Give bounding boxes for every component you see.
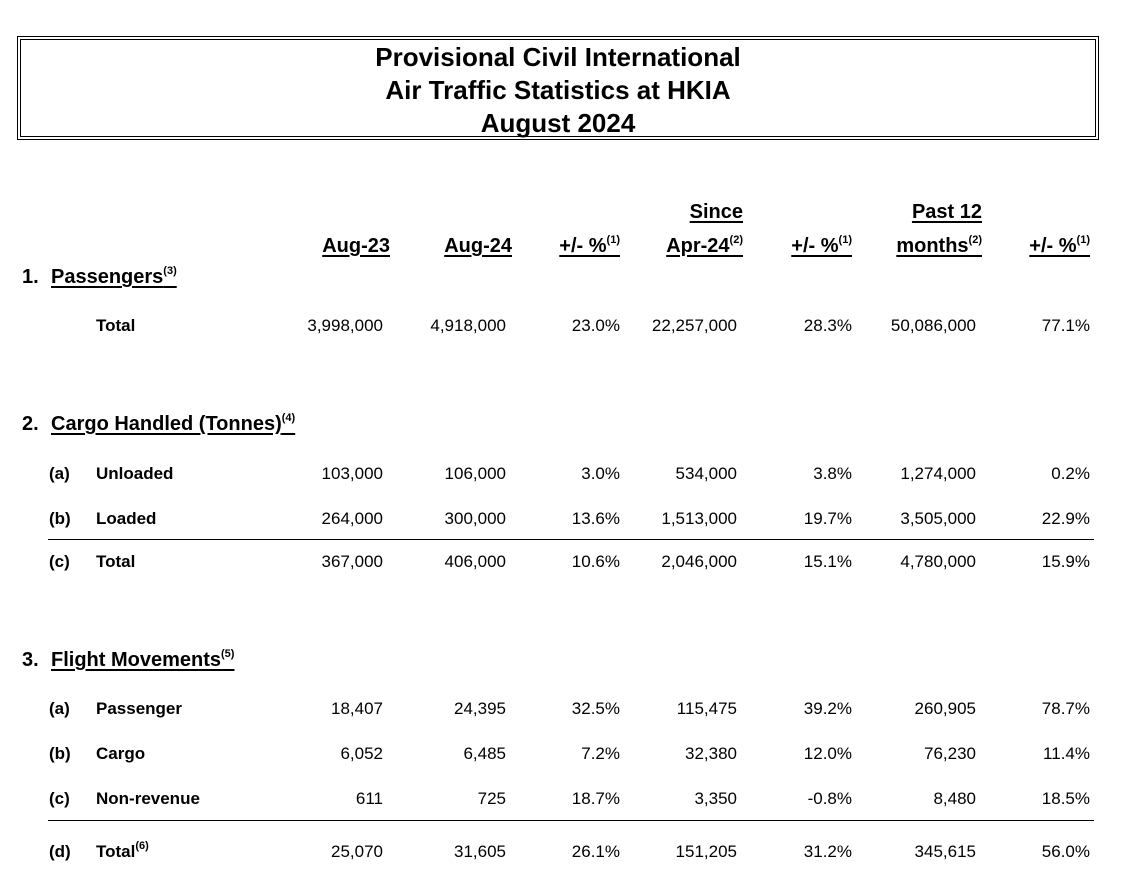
cell-pct-3: 18.5% (1041, 789, 1090, 808)
cell-aug23: 25,070 (331, 842, 383, 861)
header-past12-unit-label: months (896, 235, 969, 257)
cell-pct-1: 23.0% (571, 316, 620, 335)
cell-aug24: 106,000 (444, 464, 506, 483)
header-since-note: (2) (729, 234, 743, 247)
header-pct-3-note: (1) (1076, 234, 1090, 247)
cell-past12: 260,905 (914, 699, 976, 718)
header-pct-3-label: +/- % (1029, 235, 1077, 257)
cell-pct-3: 22.9% (1041, 509, 1090, 528)
cell-aug23: 103,000 (321, 464, 383, 483)
header-pct-2 (752, 234, 852, 258)
cell-aug24: 24,395 (454, 699, 506, 718)
row-name-label: Total (96, 842, 136, 861)
row-name: Loaded (96, 509, 157, 528)
section-heading-flights (51, 648, 234, 672)
row-label: (a) (49, 699, 70, 718)
cell-aug24: 4,918,000 (430, 316, 506, 335)
row-name: Total (96, 552, 136, 571)
row-name (96, 842, 149, 862)
row-name-note: (6) (135, 840, 149, 853)
cell-aug24: 300,000 (444, 509, 506, 528)
row-label: (d) (49, 842, 71, 861)
total-divider (48, 820, 1094, 821)
cell-past12: 8,480 (933, 789, 976, 808)
cell-pct-1: 3.0% (581, 464, 620, 483)
cell-aug23: 3,998,000 (307, 316, 383, 335)
cell-pct-3: 77.1% (1041, 316, 1090, 335)
header-past12-note: (2) (968, 234, 982, 247)
section-number-2: 2. (22, 413, 39, 435)
row-name: Cargo (96, 744, 146, 763)
cell-aug23: 264,000 (321, 509, 383, 528)
row-name: Total (96, 316, 136, 335)
section-heading-passengers-label: Passengers (51, 266, 164, 288)
cell-since: 2,046,000 (661, 552, 737, 571)
cell-since: 22,257,000 (651, 316, 737, 335)
header-pct-2-note: (1) (838, 234, 852, 247)
cell-pct-1: 18.7% (571, 789, 620, 808)
header-pct-1 (520, 234, 620, 258)
row-label: (c) (49, 789, 70, 808)
row-name: Unloaded (96, 464, 174, 483)
row-name: Non-revenue (96, 789, 200, 808)
title-line-2: Air Traffic Statistics at HKIA (385, 75, 731, 105)
cell-past12: 4,780,000 (900, 552, 976, 571)
cell-since: 32,380 (685, 744, 737, 763)
cell-pct-3: 11.4% (1043, 744, 1090, 763)
section-heading-flights-note: (5) (221, 648, 235, 661)
cell-pct-3: 15.9% (1041, 552, 1090, 571)
header-aug23: Aug-23 (322, 235, 390, 257)
header-pct-1-label: +/- % (559, 235, 607, 257)
section-heading-passengers (51, 265, 177, 289)
cell-since: 1,513,000 (661, 509, 737, 528)
cell-pct-1: 7.2% (581, 744, 620, 763)
cell-pct-2: 31.2% (803, 842, 852, 861)
header-since: Since (689, 201, 743, 223)
cell-aug23: 6,052 (340, 744, 383, 763)
cell-past12: 3,505,000 (900, 509, 976, 528)
header-pct-2-label: +/- % (791, 235, 839, 257)
section-heading-cargo-note: (4) (281, 412, 296, 425)
total-divider (48, 539, 1094, 540)
cell-pct-2: -0.8% (807, 789, 852, 808)
cell-pct-2: 3.8% (813, 464, 852, 483)
cell-since: 151,205 (675, 842, 737, 861)
cell-aug23: 367,000 (321, 552, 383, 571)
cell-since: 534,000 (675, 464, 737, 483)
row-label: (c) (49, 552, 70, 571)
section-heading-cargo (51, 412, 295, 436)
header-pct-1-note: (1) (606, 234, 620, 247)
header-since-period-label: Apr-24 (666, 235, 730, 257)
cell-pct-3: 56.0% (1041, 842, 1090, 861)
cell-aug23: 611 (355, 789, 383, 808)
row-label: (b) (49, 509, 71, 528)
cell-aug24: 725 (477, 789, 506, 808)
cell-pct-2: 12.0% (803, 744, 852, 763)
cell-pct-3: 0.2% (1051, 464, 1090, 483)
title-line-1: Provisional Civil International (375, 42, 741, 72)
cell-pct-3: 78.7% (1041, 699, 1090, 718)
section-heading-flights-label: Flight Movements (51, 649, 222, 671)
cell-aug24: 6,485 (463, 744, 506, 763)
cell-past12: 1,274,000 (900, 464, 976, 483)
header-since-period (623, 234, 743, 258)
cell-past12: 50,086,000 (890, 316, 976, 335)
cell-past12: 345,615 (914, 842, 976, 861)
cell-since: 115,475 (676, 699, 737, 718)
cell-aug23: 18,407 (331, 699, 383, 718)
title-box (17, 36, 1099, 140)
section-number-3: 3. (22, 649, 39, 671)
cell-pct-2: 28.3% (803, 316, 852, 335)
section-heading-cargo-label: Cargo Handled (Tonnes) (51, 413, 282, 435)
cell-past12: 76,230 (924, 744, 976, 763)
cell-pct-1: 26.1% (571, 842, 620, 861)
cell-pct-2: 19.7% (803, 509, 852, 528)
header-past12-unit (862, 234, 982, 258)
cell-aug24: 406,000 (444, 552, 506, 571)
cell-pct-2: 39.2% (803, 699, 852, 718)
row-label: (b) (49, 744, 71, 763)
cell-pct-2: 15.1% (803, 552, 852, 571)
cell-pct-1: 13.6% (571, 509, 620, 528)
cell-since: 3,350 (694, 789, 737, 808)
header-aug24: Aug-24 (444, 235, 512, 257)
row-label: (a) (49, 464, 70, 483)
cell-aug24: 31,605 (454, 842, 506, 861)
cell-pct-1: 10.6% (571, 552, 620, 571)
row-name: Passenger (96, 699, 182, 718)
header-pct-3 (990, 234, 1090, 258)
header-past12: Past 12 (911, 201, 982, 223)
section-number-1: 1. (22, 266, 39, 288)
section-heading-passengers-note: (3) (163, 265, 177, 278)
title-line-3: August 2024 (480, 108, 636, 138)
cell-pct-1: 32.5% (571, 699, 620, 718)
